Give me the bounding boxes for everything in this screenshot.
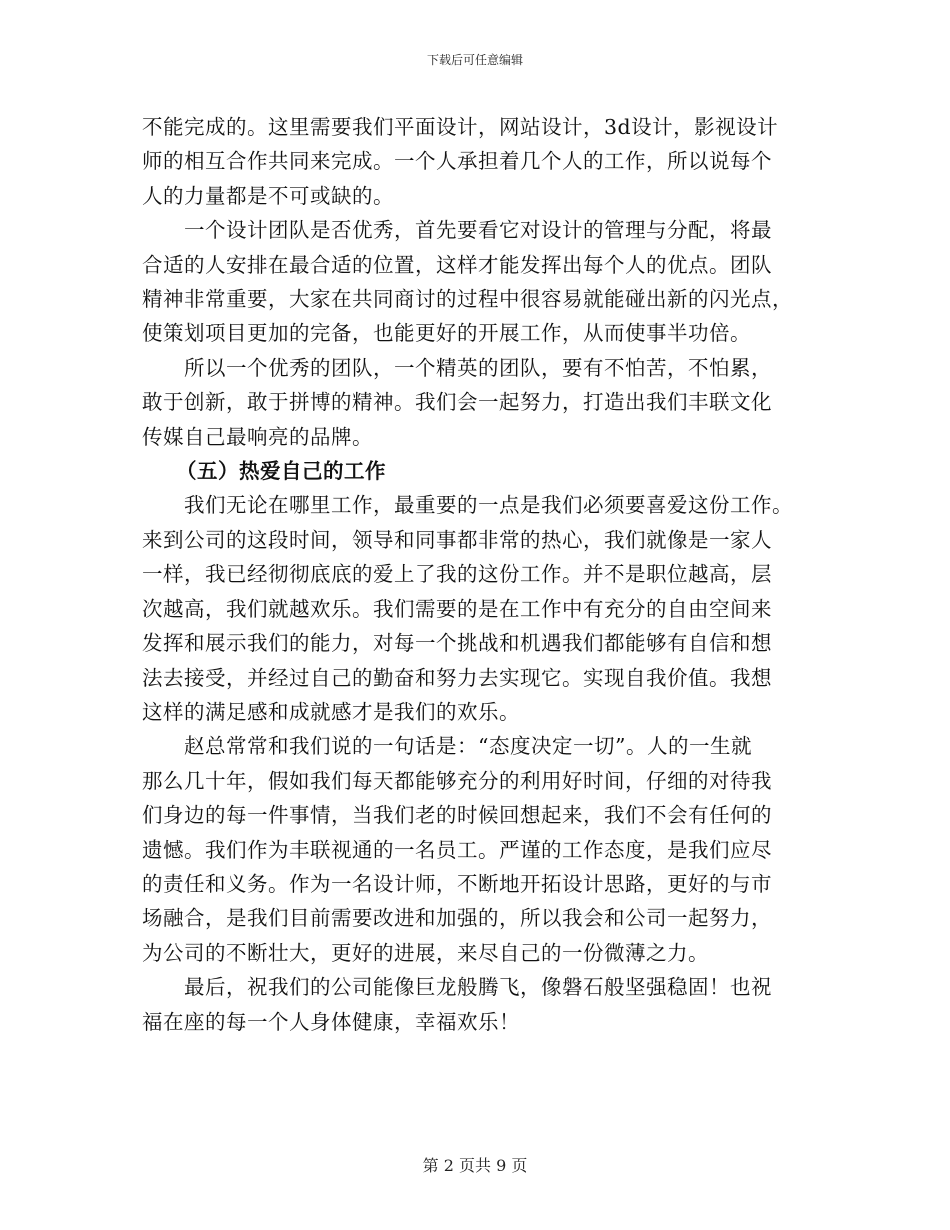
page-footer: 第 2 页共 9 页 [422,1156,528,1175]
paragraph-4 [142,488,814,729]
paragraph-1 [142,110,814,213]
text-line: 我们无论在哪里工作，最重要的一点是我们必须要喜爱这份工作。 [142,493,793,518]
section-heading: （五）热爱自己的工作 [176,459,386,484]
text-line: 那么几十年，假如我们每天都能够充分的利用好时间，仔细的对待我 [142,768,772,793]
text-line: 发挥和展示我们的能力，对每一个挑战和机遇我们都能够有自信和想 [142,631,772,656]
text-line: 人的力量都是不可或缺的。 [142,183,394,208]
text-line: 赵总常常和我们说的一句话是：“态度决定一切”。人的一生就 [142,734,752,759]
text-line: 最后，祝我们的公司能像巨龙般腾飞，像磐石般坚强稳固！也祝 [142,975,772,1000]
text-line: 来到公司的这段时间，领导和同事都非常的热心，我们就像是一家人 [142,527,772,552]
text-line: 法去接受，并经过自己的勤奋和努力去实现它。实现自我价值。我想 [142,665,772,690]
paragraph-2 [142,213,814,351]
text-line: 的责任和义务。作为一名设计师，不断地开拓设计思路，更好的与市 [142,871,772,896]
text-line: 这样的满足感和成就感才是我们的欢乐。 [142,699,520,724]
text-line: 不能完成的。这里需要我们平面设计，网站设计，3d设计，影视设计 [142,115,779,139]
text-line: 传媒自己最响亮的品牌。 [142,424,373,449]
text-line: 一个设计团队是否优秀，首先要看它对设计的管理与分配，将最 [142,218,772,243]
document-body [142,110,814,1039]
text-line: 合适的人安排在最合适的位置，这样才能发挥出每个人的优点。团队 [142,252,772,277]
page-header: 下载后可任意编辑 [426,53,523,67]
text-line: 一样，我已经彻彻底底的爱上了我的这份工作。并不是职位越高，层 [142,562,772,587]
text-line: 次越高，我们就越欢乐。我们需要的是在工作中有充分的自由空间来 [142,596,772,621]
text-line: 场融合，是我们目前需要改进和加强的，所以我会和公司一起努力， [142,906,772,931]
text-line: 所以一个优秀的团队，一个精英的团队，要有不怕苦，不怕累， [142,355,772,380]
text-line: 师的相互合作共同来完成。一个人承担着几个人的工作，所以说每个 [142,149,772,174]
text-line: 遗憾。我们作为丰联视通的一名员工。严谨的工作态度，是我们应尽 [142,837,772,862]
text-line: 使策划项目更加的完备，也能更好的开展工作，从而使事半功倍。 [142,321,751,346]
text-line: 敢于创新，敢于拼博的精神。我们会一起努力，打造出我们丰联文化 [142,390,772,415]
paragraph-3 [142,351,814,454]
text-line: 们身边的每一件事情，当我们老的时候回想起来，我们不会有任何的 [142,803,772,828]
text-line: 精神非常重要，大家在共同商讨的过程中很容易就能碰出新的闪光点， [142,287,793,312]
text-line: 为公司的不断壮大，更好的进展，来尽自己的一份微薄之力。 [142,940,709,965]
text-line: 福在座的每一个人身体健康，幸福欢乐！ [142,1009,520,1034]
paragraph-6 [142,970,814,1039]
paragraph-5 [142,729,814,970]
